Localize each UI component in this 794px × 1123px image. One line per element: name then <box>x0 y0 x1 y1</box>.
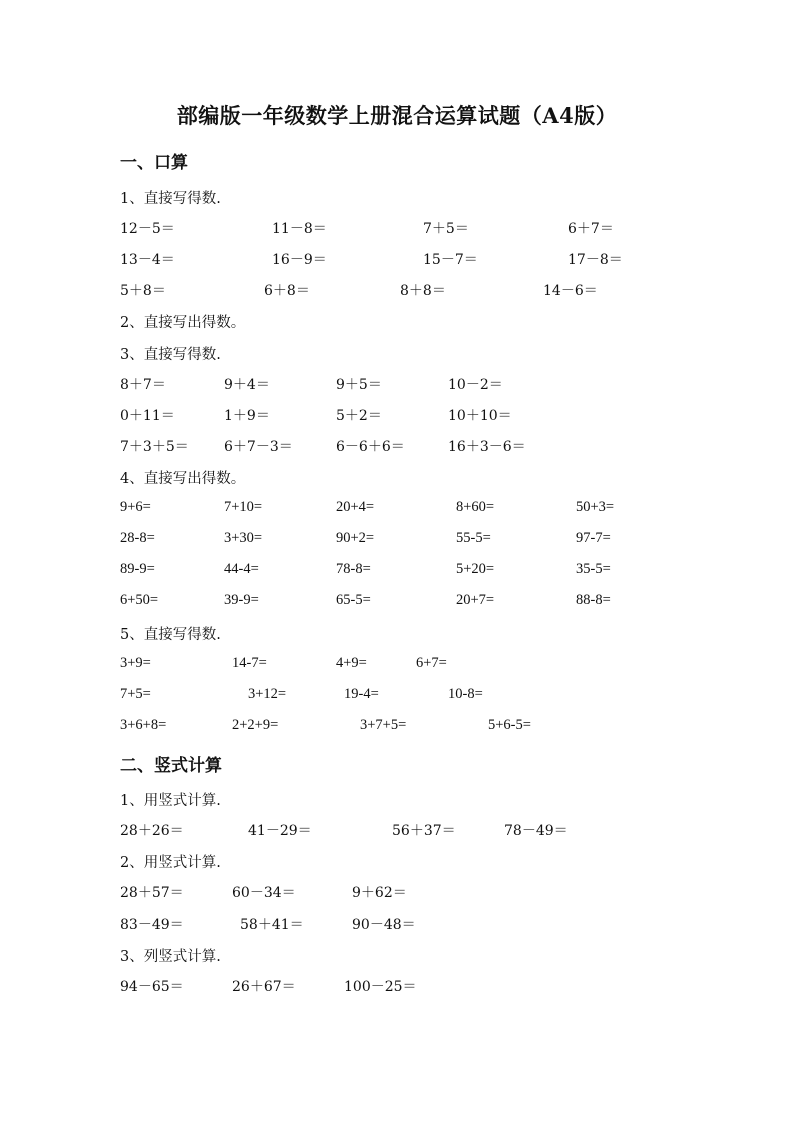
problem: 17－8＝ <box>568 252 623 268</box>
question-label-3: 3、直接写得数. <box>120 347 221 363</box>
problem: 1＋9＝ <box>224 408 270 424</box>
problem-row <box>0 717 794 737</box>
problem: 65-5= <box>336 592 371 608</box>
problem: 12－5＝ <box>120 221 175 237</box>
problem: 7+10= <box>224 499 263 515</box>
problem-row <box>0 561 794 581</box>
problem-row <box>0 655 794 675</box>
problem: 20+7= <box>456 592 495 608</box>
problem-row <box>0 436 794 456</box>
problem: 78-8= <box>336 561 371 577</box>
problem: 8＋8＝ <box>400 283 446 299</box>
problem: 11－8＝ <box>272 221 327 237</box>
problem: 9＋5＝ <box>336 377 382 393</box>
problem: 100－25＝ <box>344 979 417 995</box>
problem-row <box>0 405 794 425</box>
problem: 88-8= <box>576 592 611 608</box>
problem: 5+6-5= <box>488 717 531 733</box>
problem: 8+60= <box>456 499 495 515</box>
problem: 9＋62＝ <box>352 885 407 901</box>
problem: 0＋11＝ <box>120 408 175 424</box>
problem-row <box>0 530 794 550</box>
problem: 3+30= <box>224 530 263 546</box>
problem: 19-4= <box>344 686 379 702</box>
problem: 7+5= <box>120 686 151 702</box>
problem: 6＋7－3＝ <box>224 439 293 455</box>
problem: 39-9= <box>224 592 259 608</box>
problem: 44-4= <box>224 561 259 577</box>
problem-row <box>0 280 794 300</box>
problem-row <box>0 914 794 934</box>
problem-row <box>0 820 794 840</box>
problem: 13－4＝ <box>120 252 175 268</box>
question-label-s2-1: 1、用竖式计算. <box>120 793 221 809</box>
problem: 60－34＝ <box>232 885 296 901</box>
problem: 20+4= <box>336 499 375 515</box>
problem: 58＋41＝ <box>240 917 304 933</box>
problem: 10-8= <box>448 686 483 702</box>
problem-row <box>0 592 794 612</box>
problem: 5＋8＝ <box>120 283 166 299</box>
problem: 26＋67＝ <box>232 979 296 995</box>
problem: 78－49＝ <box>504 823 568 839</box>
problem: 10－2＝ <box>448 377 503 393</box>
problem: 4+9= <box>336 655 367 671</box>
problem-row <box>0 499 794 519</box>
problem: 90+2= <box>336 530 375 546</box>
problem: 90－48＝ <box>352 917 416 933</box>
problem-row <box>0 686 794 706</box>
problem: 9+6= <box>120 499 151 515</box>
problem: 3+9= <box>120 655 151 671</box>
problem: 10＋10＝ <box>448 408 512 424</box>
problem: 7＋3＋5＝ <box>120 439 189 455</box>
problem-row <box>0 882 794 902</box>
problem: 16－9＝ <box>272 252 327 268</box>
problem: 94－65＝ <box>120 979 184 995</box>
section-heading-vertical: 二、竖式计算 <box>120 756 222 776</box>
problem: 89-9= <box>120 561 155 577</box>
problem: 6+50= <box>120 592 159 608</box>
problem: 97-7= <box>576 530 611 546</box>
problem: 50+3= <box>576 499 615 515</box>
problem: 6+7= <box>416 655 447 671</box>
problem: 3+7+5= <box>360 717 407 733</box>
problem-row <box>0 374 794 394</box>
problem-row <box>0 976 794 996</box>
problem: 3+12= <box>248 686 287 702</box>
problem: 6＋7＝ <box>568 221 614 237</box>
problem: 7＋5＝ <box>423 221 469 237</box>
question-label-s2-2: 2、用竖式计算. <box>120 855 221 871</box>
problem: 14－6＝ <box>543 283 598 299</box>
problem: 14-7= <box>232 655 267 671</box>
problem: 55-5= <box>456 530 491 546</box>
problem: 8＋7＝ <box>120 377 166 393</box>
question-label-s2-3: 3、列竖式计算. <box>120 949 221 965</box>
problem-row <box>0 249 794 269</box>
problem: 83－49＝ <box>120 917 184 933</box>
question-label-1: 1、直接写得数. <box>120 191 221 207</box>
problem: 56＋37＝ <box>392 823 456 839</box>
problem: 15－7＝ <box>423 252 478 268</box>
problem: 28＋26＝ <box>120 823 184 839</box>
question-label-4: 4、直接写出得数。 <box>120 471 246 487</box>
problem: 5+20= <box>456 561 495 577</box>
question-label-5: 5、直接写得数. <box>120 627 221 643</box>
problem-row <box>0 218 794 238</box>
problem: 16＋3－6＝ <box>448 439 526 455</box>
problem: 2+2+9= <box>232 717 279 733</box>
problem: 35-5= <box>576 561 611 577</box>
question-label-2: 2、直接写出得数。 <box>120 315 246 331</box>
page-title: 部编版一年级数学上册混合运算试题（A4版） <box>176 103 618 128</box>
problem: 28-8= <box>120 530 155 546</box>
problem: 28＋57＝ <box>120 885 184 901</box>
problem: 6＋8＝ <box>264 283 310 299</box>
problem: 3+6+8= <box>120 717 167 733</box>
problem: 6－6＋6＝ <box>336 439 405 455</box>
problem: 9＋4＝ <box>224 377 270 393</box>
section-heading-oral: 一、口算 <box>120 153 188 173</box>
problem: 41－29＝ <box>248 823 312 839</box>
problem: 5＋2＝ <box>336 408 382 424</box>
